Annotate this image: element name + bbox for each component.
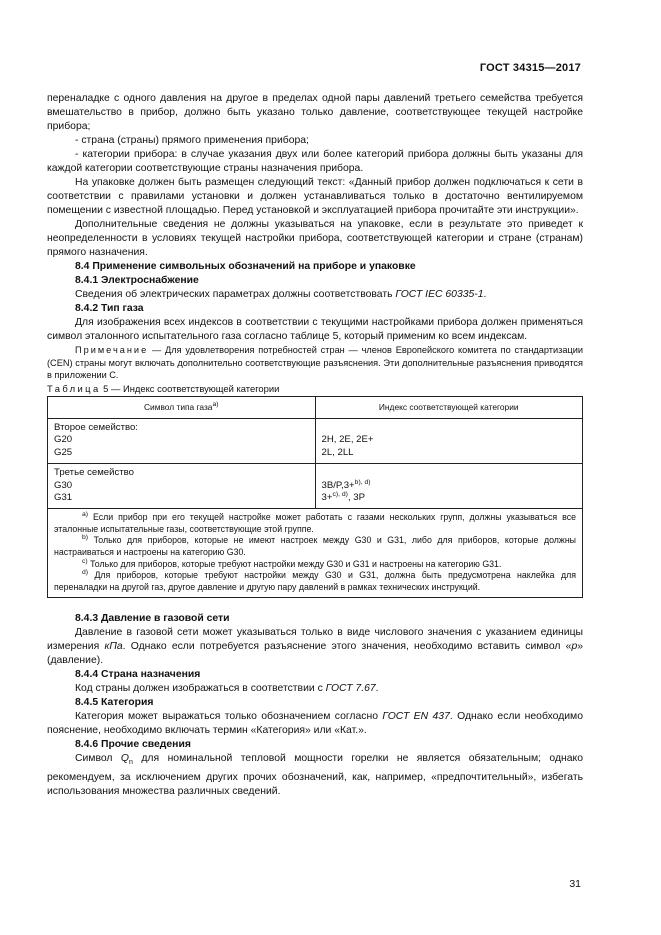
table-row-third-family bbox=[48, 463, 583, 508]
index-cell bbox=[315, 418, 583, 463]
text-span: Код страны должен изображаться в соответствии с bbox=[75, 683, 326, 695]
text-span: . bbox=[375, 683, 379, 695]
symbol-text: Q bbox=[120, 753, 130, 765]
other-info-paragraph bbox=[47, 752, 583, 798]
gas-cell bbox=[48, 418, 316, 463]
text-span: » (давление). bbox=[47, 641, 584, 667]
section-heading-8-4-1: 8.4.1 Электроснабжение bbox=[75, 275, 199, 286]
gas-cell bbox=[48, 463, 316, 508]
section-heading-8-4-2: 8.4.2 Тип газа bbox=[75, 303, 144, 314]
section-heading-8-4-5: 8.4.5 Категория bbox=[75, 697, 154, 709]
footnote bbox=[54, 559, 576, 571]
document-code: ГОСТ 34315—2017 bbox=[479, 62, 581, 74]
section-heading-8-4-4: 8.4.4 Страна назначения bbox=[75, 669, 201, 681]
gas-pressure-paragraph bbox=[47, 626, 583, 668]
table-caption bbox=[47, 382, 583, 396]
gas-symbol: G30 bbox=[54, 479, 73, 491]
category-paragraph bbox=[47, 710, 583, 738]
list-item: - категории прибора: в случае указания двух или более категорий прибора должны быть указаны для каждой категории соответствующие страны назначения прибора. bbox=[47, 149, 583, 174]
footnote-text: Только для приборов, которые не имеют настроек между G30 и G31, либо для приборов, которые должны настраиваться и настроены на категорию G30. bbox=[54, 535, 576, 558]
index-text: 3B/P,3+ bbox=[321, 479, 355, 491]
footnote-mark: a) bbox=[212, 400, 219, 408]
header-text: Символ типа газа bbox=[143, 401, 213, 412]
footnote-mark: b) bbox=[82, 534, 89, 542]
text-span: . bbox=[483, 289, 487, 300]
table-header-row bbox=[48, 396, 583, 418]
column-header-category-index: Индекс соответствующей категории bbox=[315, 396, 583, 418]
index-text: 3+ bbox=[321, 492, 333, 504]
standard-reference: ГОСТ 7.67 bbox=[325, 683, 376, 695]
note-text: — Для удовлетворения потребностей стран — членов Европейского комитета по стандартизации (CEN) страны могут включать дополнительно соответствующие разъяснения. Эти дополнительные разъяснения приводятся в приложении С. bbox=[47, 345, 583, 380]
footnote-text: Только для приборов, которые требуют настройки между G30 и G31 и настроены на категорию G31. bbox=[87, 558, 502, 569]
table-caption-label: Таблица bbox=[47, 382, 101, 394]
text-span: Символ bbox=[75, 753, 121, 765]
gas-symbol: G20 bbox=[54, 434, 73, 446]
text-span: для номинальной тепловой мощности горелки не является обязательным; однако рекомендуем, за исключением других прочих обозначений, как, например, «предпочтительный», избегать использования множества различных сведений. bbox=[47, 753, 583, 797]
packaging-text-paragraph: На упаковке должен быть размещен следующий текст: «Данный прибор должен подключаться к сети в соответствии с правилами установки и должен устанавливаться только в достаточно вентилируемом помещении с известной площадью. Перед установкой и эксплуатацией прибора прочитайте эти инструкции». bbox=[47, 177, 583, 216]
footnote bbox=[54, 535, 576, 558]
text-span: Давление в газовой сети может указываться только в виде числового значения с указанием единицы измерения bbox=[47, 627, 583, 653]
text-span: . Однако если необходимо пояснение, необходимо включать термин «Категория» или «Кат.». bbox=[47, 711, 583, 737]
category-index bbox=[322, 492, 577, 505]
table-caption-text: 5 — Индекс соответствующей категории bbox=[100, 382, 280, 394]
footnote bbox=[54, 512, 576, 535]
footnote-mark: c) bbox=[82, 557, 88, 565]
section-heading-8-4-3: 8.4.3 Давление в газовой сети bbox=[75, 613, 230, 625]
category-index: 2L, 2LL bbox=[321, 447, 354, 459]
footnote-text: Если прибор при его текущей настройке может работать с газами нескольких групп, должны указываться все эталонные испытательные газы, соответствующие этой группе. bbox=[54, 512, 576, 534]
family-label: Третье семейство bbox=[54, 466, 135, 478]
gas-symbol: G25 bbox=[54, 447, 73, 459]
family-label: Второе семейство: bbox=[54, 421, 138, 433]
section-heading-8-4-6: 8.4.6 Прочие сведения bbox=[75, 739, 191, 751]
footnote bbox=[54, 570, 576, 593]
footnote-text: Для приборов, которые требуют настройки между G30 и G31, должна быть предусмотрена наклейка для переналадки на другой газ, другое давление и другую пару давлений в рамках технических инструкций. bbox=[54, 570, 576, 592]
table-row-second-family bbox=[48, 418, 583, 463]
footnote-mark: c), d) bbox=[332, 491, 348, 499]
text-span: Категория может выражаться только обозначением согласно bbox=[75, 711, 383, 723]
page-content bbox=[47, 92, 583, 799]
gas-type-paragraph: Для изображения всех индексов в соответствии с текущими настройками прибора должен применяться символ эталонного испытательного газа согласно таблице 5, который применим ко всем индексам. bbox=[47, 317, 583, 342]
page-number: 31 bbox=[569, 878, 581, 890]
power-supply-paragraph bbox=[47, 288, 583, 302]
symbol-subscript: n bbox=[129, 759, 133, 767]
gas-symbol: G31 bbox=[54, 492, 73, 504]
footnotes-cell bbox=[48, 509, 583, 598]
index-cell bbox=[315, 463, 583, 508]
intro-paragraph: переналадке с одного давления на другое в пределах одной пары давлений третьего семейства требуется вмешательство в прибор, должно быть указано только давление, соответствующее текущей настройке прибора; bbox=[47, 93, 583, 132]
column-header-gas-symbol bbox=[48, 396, 316, 418]
text-span: . Однако если потребуется разъяснение этого значения, необходимо вставить символ « bbox=[122, 641, 572, 653]
note-label: Примечание bbox=[75, 345, 149, 355]
note-paragraph bbox=[47, 344, 583, 382]
footnote-mark: a) bbox=[82, 511, 89, 519]
symbol-text: p bbox=[571, 641, 578, 653]
standard-reference: ГОСТ IEC 60335-1 bbox=[395, 289, 484, 300]
unit-text: кПа bbox=[104, 641, 123, 653]
country-paragraph bbox=[47, 682, 583, 696]
list-item: - страна (страны) прямого применения прибора; bbox=[75, 135, 309, 146]
footnote-mark: d) bbox=[82, 569, 89, 577]
section-heading-8-4: 8.4 Применение символьных обозначений на приборе и упаковке bbox=[75, 261, 416, 272]
footnote-mark: b), d) bbox=[354, 478, 371, 486]
category-index-table bbox=[47, 396, 583, 599]
index-text: , 3P bbox=[347, 492, 366, 504]
standard-reference: ГОСТ EN 437 bbox=[382, 711, 450, 723]
additional-info-paragraph: Дополнительные сведения не должны указываться на упаковке, если в результате это приведет к неопределенности в условиях текущей настройки прибора, соответствующей категории и стране (странам) прямого назначения. bbox=[47, 219, 583, 258]
category-index: 2H, 2E, 2E+ bbox=[321, 434, 374, 446]
category-index bbox=[322, 480, 577, 493]
text-span: Сведения об электрических параметрах должны соответствовать bbox=[75, 289, 396, 300]
table-footnotes-row bbox=[48, 509, 583, 598]
